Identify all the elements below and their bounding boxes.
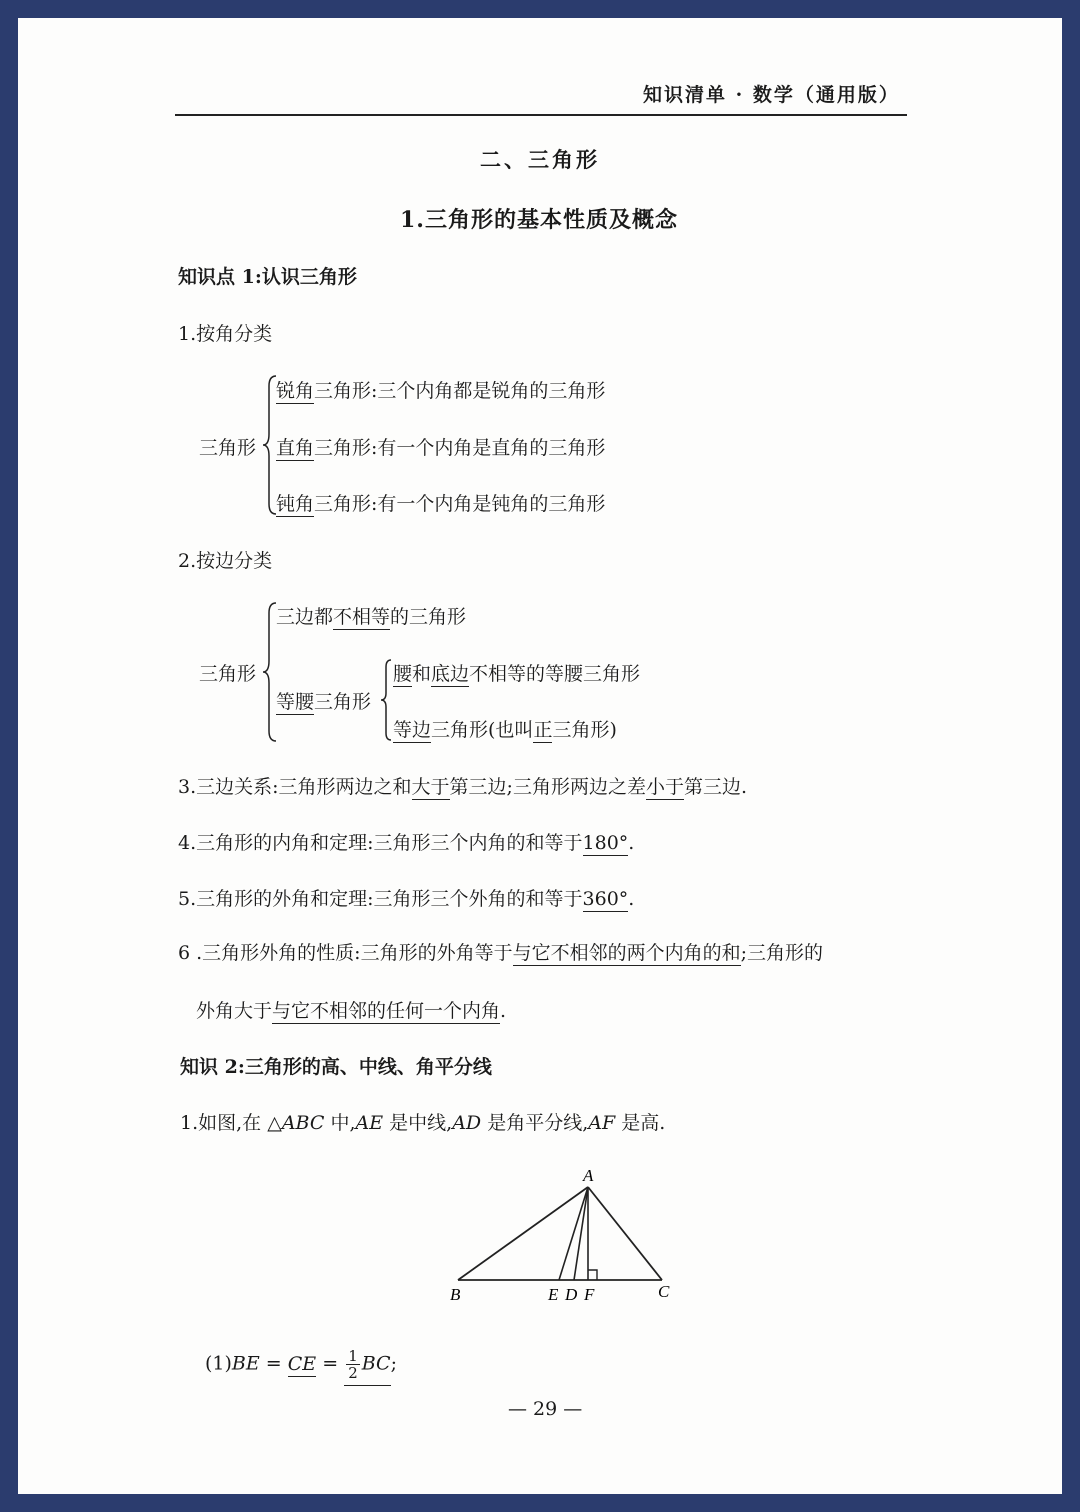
- iso-subitem-2: 等边三角形(也叫正三角形): [393, 719, 617, 741]
- label-b: B: [450, 1285, 461, 1304]
- item-3-triangle-inequality: 3.三边关系:三角形两边之和大于第三边;三角形两边之差小于第三边.: [178, 776, 748, 798]
- label-d: D: [565, 1285, 578, 1304]
- isosceles-brace: [380, 658, 394, 742]
- triangle-figure: [438, 1163, 688, 1308]
- angle-class-heading: 1.按角分类: [178, 323, 273, 345]
- bisector-ad: [574, 1187, 588, 1280]
- label-f: F: [584, 1285, 595, 1304]
- kp2-title: 知识 2:三角形的高、中线、角平分线: [180, 1056, 492, 1078]
- angle-item-obtuse: 钝角三角形:有一个内角是钝角的三角形: [276, 493, 606, 515]
- fraction-half: $\frac{1}{2}$: [348, 1347, 358, 1382]
- item-5-exterior-angle-sum: 5.三角形的外角和定理:三角形三个外角的和等于360°.: [178, 888, 635, 910]
- side-item-scalene: 三边都不相等的三角形: [276, 606, 467, 628]
- right-angle-mark: [588, 1270, 597, 1280]
- median-ae: [559, 1187, 588, 1280]
- side-class-root: 三角形: [199, 663, 257, 685]
- label-e: E: [548, 1285, 559, 1304]
- header-rule: [175, 114, 907, 116]
- equation-1: (1)BE = CE = $\frac{1}{2}$ BC;: [205, 1348, 397, 1386]
- side-item-isosceles: 等腰三角形: [276, 691, 372, 713]
- side-class-heading: 2.按边分类: [178, 550, 273, 572]
- label-a: A: [583, 1166, 594, 1185]
- section-title: 二、三角形: [480, 147, 600, 172]
- kp2-item-1: 1.如图,在 △ABC 中,AE 是中线,AD 是角平分线,AF 是高.: [180, 1112, 666, 1134]
- angle-item-right: 直角三角形:有一个内角是直角的三角形: [276, 437, 606, 459]
- sub-title: 1.三角形的基本性质及概念: [400, 207, 678, 233]
- iso-subitem-1: 腰和底边不相等的等腰三角形: [393, 663, 641, 685]
- page-number: — 29 —: [508, 1398, 583, 1420]
- angle-item-acute: 锐角三角形:三个内角都是锐角的三角形: [276, 380, 606, 402]
- item-6-continuation: 外角大于与它不相邻的任何一个内角.: [196, 1000, 507, 1022]
- angle-class-root: 三角形: [199, 437, 257, 459]
- kp1-title: 知识点 1:认识三角形: [178, 266, 357, 288]
- side-ac: [588, 1187, 662, 1280]
- side-ab: [458, 1187, 588, 1280]
- label-c: C: [658, 1282, 670, 1301]
- document-page: [18, 18, 1062, 1494]
- running-header: 知识清单 · 数学（通用版）: [643, 84, 900, 106]
- item-4-interior-angle-sum: 4.三角形的内角和定理:三角形三个内角的和等于180°.: [178, 832, 635, 854]
- item-6-exterior-angle-property: 6 .三角形外角的性质:三角形的外角等于与它不相邻的两个内角的和;三角形的: [178, 942, 823, 964]
